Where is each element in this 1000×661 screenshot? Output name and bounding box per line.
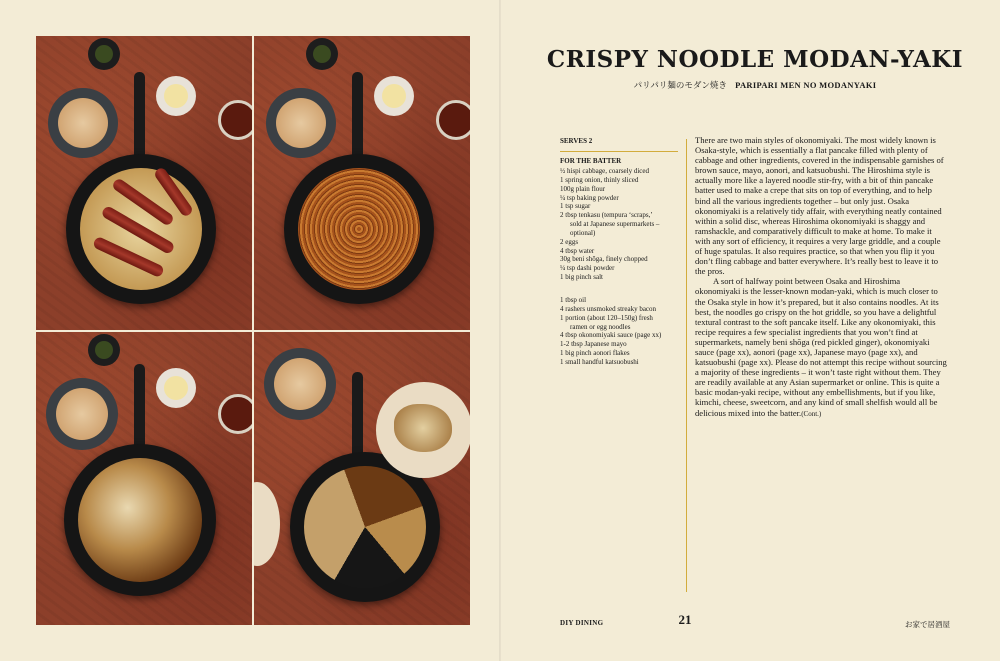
ingredient-item: 100g plain flour (560, 184, 606, 193)
okonomiyaki-missing-slice (304, 466, 426, 588)
ingredient-item: 2 tbsp tenkasu (tempura ‘scraps,’ (560, 211, 653, 220)
side-plate (254, 482, 280, 566)
mayo-bowl (156, 368, 196, 408)
serving-plate (376, 382, 470, 478)
subtitle-japanese: パリパリ麺のモダン焼き (633, 80, 727, 90)
running-footer-section: DIY DINING (560, 619, 604, 627)
photo-step-garnished (36, 332, 252, 626)
recipe-subtitle (520, 79, 990, 91)
ingredient-item: 1-2 tbsp Japanese mayo (560, 340, 627, 349)
pan-handle (352, 72, 363, 162)
ingredient-item: 4 tbsp okonomiyaki sauce (page xx) (560, 331, 662, 340)
crispy-noodles (298, 168, 420, 290)
pan-handle (134, 364, 145, 454)
ingredient-item: 1 big pinch salt (560, 273, 603, 282)
serves-divider (560, 151, 678, 152)
sauce-bowl (218, 394, 252, 434)
page-number: 21 (678, 612, 692, 627)
ingredient-item: 1 tbsp oil (560, 296, 587, 304)
ingredient-item: ¼ tsp dashi powder (560, 264, 615, 273)
ingredient-item: 1 big pinch aonori flakes (560, 349, 630, 358)
intro-paragraph (695, 276, 947, 418)
serves-label: SERVES 2 (560, 137, 593, 145)
aonori-bowl (88, 38, 120, 70)
ingredient-item: optional) (570, 228, 596, 237)
ingredient-item: 1 small handful katsuobushi (560, 357, 639, 366)
batter-heading: FOR THE BATTER (560, 157, 622, 165)
ingredient-item: ramen or egg noodles (570, 322, 631, 331)
garnished-okonomiyaki (78, 458, 202, 582)
aonori-bowl (88, 334, 120, 366)
sauce-bowl (436, 100, 470, 140)
running-footer-chapter: お家で居酒屋 (905, 620, 950, 629)
ingredient-item: 1 tsp sugar (560, 202, 591, 211)
ingredient-item: sold at Japanese supermarkets – (570, 220, 660, 229)
photo-step-served (254, 332, 470, 626)
katsuobushi-plate (264, 348, 336, 420)
other-ingredient-list (560, 296, 684, 367)
batter-ingredient-list (560, 167, 684, 282)
katsuobushi-plate (46, 378, 118, 450)
ingredient-item: ¼ tsp baking powder (560, 193, 619, 202)
ingredient-item: 1 portion (about 120–150g) fresh (560, 313, 653, 322)
ingredient-item: 30g beni shōga, finely chopped (560, 255, 648, 264)
intro-paragraph-text: A sort of halfway point between Osaka and Hiroshima okonomiyaki is the lesser-known modan-yaki, which is much closer to the Osaka style in how it’s prepared, but it also contains noodles. At its best, the noodles go crispy on the hot griddle, so you have a delightful textural contrast to the soft pancake itself. Like any okonomiyaki, this recipe requires a few specialist ingredients that you won’t find at supermarkets, namely beni shōga (red pickled ginger), okonomiyaki sauce (page xx), aonori (page xx), Japanese mayo (page xx), and katsuobushi (page xx). Please do not attempt this recipe without sourcing a majority of these ingredients – it won’t taste right without them. They are readily available at any Asian supermarket or online. This is quite a basic modan-yaki recipe, without any embellishments, but if you like, kimchi, cheese, sweetcorn, and any kind of small shelfish would all be delicious mixed into the batter. (695, 276, 947, 418)
pan-handle (134, 72, 145, 162)
subtitle-romaji: PARIPARI MEN NO MODANYAKI (735, 80, 877, 90)
sauce-bowl (218, 100, 252, 140)
mayo-bowl (156, 76, 196, 116)
ingredient-item: 4 tbsp water (560, 246, 595, 255)
column-divider (686, 139, 687, 592)
ingredient-item: 2 eggs (560, 237, 579, 246)
recipe-intro (695, 135, 947, 419)
book-gutter (499, 0, 501, 661)
pan-handle (352, 372, 363, 462)
continued-marker: (Cont.) (801, 409, 822, 418)
photo-step-noodles (254, 36, 470, 330)
photo-step-bacon (36, 36, 252, 330)
mayo-bowl (374, 76, 414, 116)
katsuobushi-plate (48, 88, 118, 158)
ingredient-item: 4 rashers unsmoked streaky bacon (560, 304, 657, 313)
recipe-photo-grid (36, 36, 470, 625)
katsuobushi-plate (266, 88, 336, 158)
intro-paragraph: There are two main styles of okonomiyaki. The most widely known is Osaka-style, which is essentially a flat pancake filled with plenty of cabbage and other ingredients, covered in the indispensable garnishes of brown sauce, mayo, aonori, and katsuobushi. The Hiroshima style is actually more like a layered noodle stir-fry, with a bit of thin pancake batter used to make a crepe that sits on top of everything, and to help bind all the various ingredients together – but only just. Osaka okonomiyaki is a relatively tidy affair, with everything neatly contained within a solid disc, whereas Hiroshima okonomiyaki is shaggy and ramshackle, and comparatively difficult to make at home. To make it with any sort of efficiency, it requires a very large griddle, and a couple of huge spatulas. It also requires practice, so that when you flip it you don’t fling cabbage and batter everywhere. It’s really best to leave it to the pros. (695, 135, 944, 277)
ingredient-item: ½ hispi cabbage, coarsely diced (560, 167, 650, 175)
recipe-title: CRISPY NOODLE MODAN-YAKI (546, 46, 964, 73)
ingredient-item: 1 spring onion, thinly sliced (560, 175, 639, 184)
aonori-bowl (306, 38, 338, 70)
